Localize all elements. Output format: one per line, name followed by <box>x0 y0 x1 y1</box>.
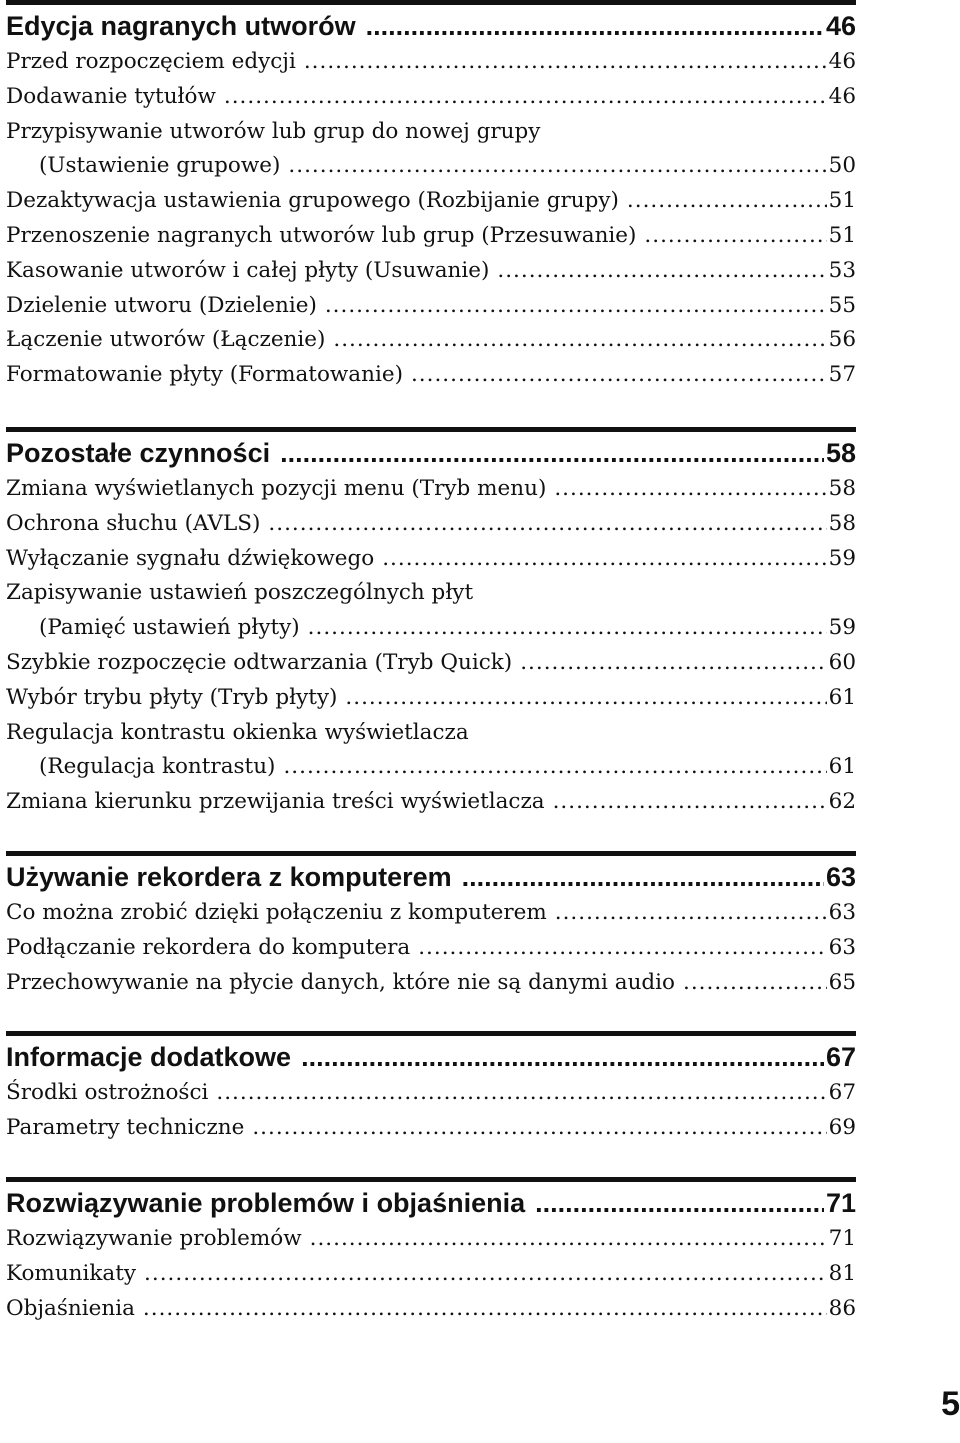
entry-title: Przechowywanie na płycie danych, które nie są danymi audio <box>6 969 675 995</box>
entry-title: Parametry techniczne <box>6 1115 245 1141</box>
toc-entry[interactable] <box>6 219 856 254</box>
entry-continuation <box>6 149 856 184</box>
section-title: Pozostałe czynności <box>6 437 271 468</box>
page-number: 5 <box>941 1385 960 1423</box>
dot-leader <box>345 681 826 716</box>
entry-page: 46 <box>828 49 856 74</box>
dot-leader <box>308 611 827 646</box>
toc-entry[interactable] <box>6 1292 856 1327</box>
toc-entry[interactable] <box>6 896 856 931</box>
entry-title: Zmiana kierunku przewijania treści wyświetlacza <box>6 789 545 815</box>
dot-leader <box>462 860 824 894</box>
dot-leader <box>216 1076 826 1111</box>
entry-page: 57 <box>828 362 856 388</box>
entry-page: 51 <box>828 222 856 248</box>
dot-leader <box>555 896 827 931</box>
entry-page: 62 <box>828 789 856 815</box>
entry-page: 63 <box>828 934 856 960</box>
dot-leader <box>252 1111 826 1146</box>
entry-title: Dodawanie tytułów <box>6 83 216 109</box>
entry-title: Szybkie rozpoczęcie odtwarzania (Tryb Quick) <box>6 649 513 675</box>
entry-title: Ochrona słuchu (AVLS) <box>6 510 261 536</box>
entry-page: 81 <box>828 1260 856 1286</box>
dot-leader <box>310 1222 827 1257</box>
entry-page: 55 <box>828 292 856 318</box>
entry-title: Rozwiązywanie problemów <box>6 1225 302 1251</box>
dot-leader <box>283 750 826 785</box>
entry-continuation <box>6 750 856 785</box>
section-heading[interactable] <box>6 436 856 470</box>
section-heading[interactable] <box>6 1040 856 1074</box>
dot-leader <box>683 966 827 1001</box>
dot-leader <box>144 1257 827 1292</box>
entry-page: 51 <box>828 188 856 214</box>
toc-entry[interactable] <box>6 507 856 542</box>
toc-section-informacje-dodatkowe <box>6 1031 856 1146</box>
toc-section-rozwiazywanie-problemow-i-objasnienia <box>6 1177 856 1326</box>
toc-entry[interactable] <box>6 472 856 507</box>
section-heading[interactable] <box>6 1186 856 1220</box>
entry-title: Dzielenie utworu (Dzielenie) <box>6 292 317 318</box>
entry-page: 59 <box>828 615 856 641</box>
toc-section-uzywanie-rekordera-z-komputerem <box>6 851 856 1000</box>
entry-page: 56 <box>828 327 856 353</box>
entry-title: Regulacja kontrastu okienka wyświetlacza <box>6 719 469 745</box>
dot-leader <box>418 931 826 966</box>
entry-title: Przypisywanie utworów lub grup do nowej grupy <box>6 118 541 144</box>
section-page: 58 <box>825 437 856 468</box>
entry-title: Zmiana wyświetlanych pozycji menu (Tryb menu) <box>6 475 547 501</box>
dot-leader <box>288 149 826 184</box>
dot-leader <box>280 436 824 470</box>
entry-page: 61 <box>828 684 856 710</box>
toc-entry[interactable] <box>6 1257 856 1292</box>
entry-page: 58 <box>828 510 856 536</box>
toc-entry[interactable] <box>6 254 856 289</box>
toc-entry[interactable] <box>6 785 856 820</box>
entry-title: Podłączanie rekordera do komputera <box>6 934 411 960</box>
entry-page: 65 <box>828 969 856 995</box>
entry-page: 86 <box>828 1295 856 1321</box>
entry-page: 67 <box>828 1080 856 1106</box>
toc-section-edycja-nagranych-utworow <box>6 0 856 393</box>
entry-page: 69 <box>828 1115 856 1141</box>
section-page: 67 <box>825 1042 856 1073</box>
dot-leader <box>333 323 826 358</box>
section-title: Rozwiązywanie problemów i objaśnienia <box>6 1187 526 1218</box>
entry-title: Wybór trybu płyty (Tryb płyty) <box>6 684 338 710</box>
toc-entry[interactable] <box>6 931 856 966</box>
toc-entry[interactable] <box>6 681 856 716</box>
dot-leader <box>143 1292 827 1327</box>
entry-page: 60 <box>828 649 856 675</box>
entry-page: 53 <box>828 257 856 283</box>
dot-leader <box>535 1186 824 1220</box>
dot-leader <box>382 542 826 577</box>
toc-entry[interactable] <box>6 1111 856 1146</box>
toc-entry[interactable] <box>6 576 856 646</box>
entry-title-line-2: (Regulacja kontrastu) <box>39 754 276 780</box>
dot-leader <box>554 472 826 507</box>
toc-entry[interactable] <box>6 323 856 358</box>
section-title: Edycja nagranych utworów <box>6 11 356 41</box>
entry-title: Kasowanie utworów i całej płyty (Usuwanie) <box>6 257 490 283</box>
toc-entry[interactable] <box>6 45 856 80</box>
toc-entry[interactable] <box>6 646 856 681</box>
entry-title: Formatowanie płyty (Formatowanie) <box>6 362 403 388</box>
toc-entry[interactable] <box>6 542 856 577</box>
dot-leader <box>411 358 827 393</box>
entry-title: Środki ostrożności <box>6 1080 209 1106</box>
entry-title: Przenoszenie nagranych utworów lub grup (Przesuwanie) <box>6 222 637 248</box>
entry-page: 50 <box>828 153 856 179</box>
entry-title: Co można zrobić dzięki połączeniu z komputerem <box>6 899 547 925</box>
entry-title: Przed rozpoczęciem edycji <box>6 49 296 74</box>
section-heading[interactable] <box>6 860 856 894</box>
toc-entry[interactable] <box>6 358 856 393</box>
dot-leader <box>644 219 826 254</box>
entry-page: 61 <box>828 754 856 780</box>
toc-entry[interactable] <box>6 115 856 185</box>
entry-page: 58 <box>828 475 856 501</box>
toc-entry[interactable] <box>6 716 856 786</box>
toc-entry[interactable] <box>6 1222 856 1257</box>
entry-title-line-2: (Ustawienie grupowe) <box>39 153 281 179</box>
section-title: Informacje dodatkowe <box>6 1042 292 1073</box>
entry-title-line-2: (Pamięć ustawień płyty) <box>39 615 300 641</box>
entry-page: 63 <box>828 899 856 925</box>
entry-page: 71 <box>828 1225 856 1251</box>
toc-section-pozostale-czynnosci <box>6 427 856 820</box>
entry-title: Objaśnienia <box>6 1295 135 1321</box>
section-page: 46 <box>825 11 856 41</box>
section-page: 63 <box>825 861 856 892</box>
entry-page: 59 <box>828 545 856 571</box>
toc-entry[interactable] <box>6 966 856 1001</box>
section-title: Używanie rekordera z komputerem <box>6 861 452 892</box>
entry-title: Zapisywanie ustawień poszczególnych płyt <box>6 580 474 606</box>
entry-title: Wyłączanie sygnału dźwiękowego <box>6 545 375 571</box>
section-heading[interactable] <box>6 9 856 43</box>
entry-title: Dezaktywacja ustawienia grupowego (Rozbijanie grupy) <box>6 188 619 214</box>
dot-leader <box>301 1040 824 1074</box>
dot-leader <box>366 9 824 43</box>
entry-title: Komunikaty <box>6 1260 137 1286</box>
entry-page: 46 <box>828 83 856 109</box>
toc-entry[interactable] <box>6 289 856 324</box>
dot-leader <box>304 45 827 80</box>
entry-continuation <box>6 611 856 646</box>
dot-leader <box>268 507 826 542</box>
dot-leader <box>627 184 827 219</box>
dot-leader <box>325 289 827 324</box>
section-page: 71 <box>825 1187 856 1218</box>
dot-leader <box>497 254 826 289</box>
table-of-contents <box>6 0 856 1357</box>
toc-entry[interactable] <box>6 1076 856 1111</box>
entry-title: Łączenie utworów (Łączenie) <box>6 327 326 353</box>
toc-entry[interactable] <box>6 184 856 219</box>
toc-entry[interactable] <box>6 80 856 115</box>
dot-leader <box>553 785 827 820</box>
dot-leader <box>224 80 827 115</box>
dot-leader <box>520 646 826 681</box>
